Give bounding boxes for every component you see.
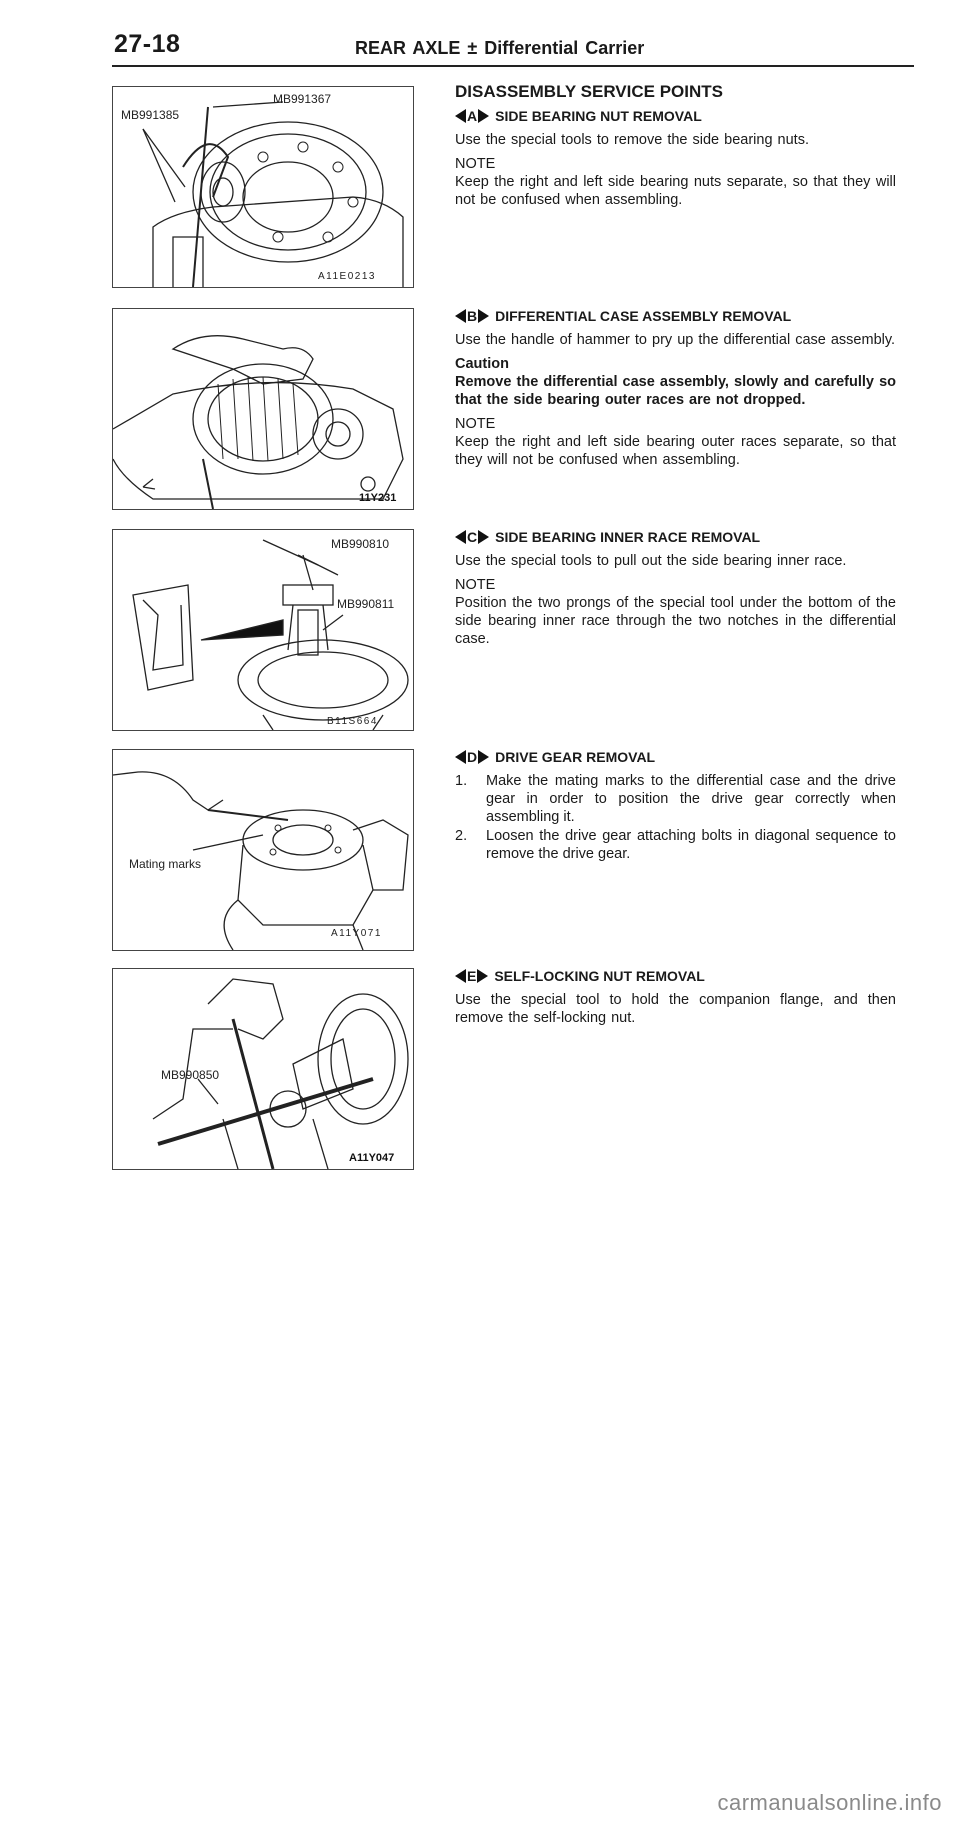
step-b-note: Keep the right and left side bearing outer races separate, so that they will not be confused when assembling. [455, 434, 896, 468]
figure-b-code: 11Y231 [359, 492, 397, 504]
section-step-c [455, 529, 896, 654]
step-a-note-label: NOTE [455, 156, 496, 172]
list-item-number: 2. [455, 828, 468, 844]
step-b-body: Use the handle of hammer to pry up the differential case assembly. [455, 332, 896, 348]
step-c-body: Use the special tools to pull out the side bearing inner race. [455, 553, 847, 569]
figure-c-label-1: MB990810 [331, 537, 390, 551]
figure-e-code: A11Y047 [349, 1152, 395, 1164]
list-item-text: Make the mating marks to the differential case and the drive gear in order to position the drive gear correctly when assembling it. [486, 773, 896, 825]
list-item [455, 827, 896, 863]
figure-a-label-1: MB991385 [121, 108, 180, 122]
figure-a-illustration [113, 87, 413, 287]
step-a-body: Use the special tools to remove the side bearing nuts. [455, 132, 809, 148]
step-c-note-label: NOTE [455, 577, 496, 593]
footer-watermark: carmanualsonline.info [717, 1790, 942, 1815]
triangle-left-icon [455, 750, 466, 764]
step-e-body: Use the special tool to hold the companion flange, and then remove the self-locking nut. [455, 992, 896, 1026]
triangle-right-icon [478, 750, 489, 764]
figure-c [112, 529, 414, 731]
triangle-right-icon [478, 530, 489, 544]
step-c-note: Position the two prongs of the special tool under the bottom of the side bearing inner race through the two notches in the differential case. [455, 595, 896, 647]
step-b-heading [455, 308, 896, 324]
step-a-heading [455, 108, 896, 124]
triangle-right-icon [478, 309, 489, 323]
list-item-number: 1. [455, 773, 468, 789]
figure-c-illustration [113, 530, 413, 730]
section-disassembly [455, 82, 896, 215]
triangle-left-icon [455, 309, 466, 323]
list-item-text: Loosen the drive gear attaching bolts in diagonal sequence to remove the drive gear. [486, 828, 896, 862]
step-b-caution: Remove the differential case assembly, slowly and carefully so that the side bearing outer races are not dropped. [455, 374, 896, 408]
figure-e-illustration [113, 969, 413, 1169]
figure-c-label-2: MB990811 [337, 597, 395, 611]
step-e-badge [455, 968, 488, 984]
step-e-heading [455, 968, 896, 984]
page-title: REAR AXLE ± Differential Carrier [355, 38, 645, 58]
step-e-title: SELF-LOCKING NUT REMOVAL [494, 968, 705, 984]
triangle-left-icon [455, 109, 466, 123]
figure-d-label-1: Mating marks [129, 857, 202, 871]
step-a-letter: A [467, 108, 478, 124]
step-b-caution-label: Caution [455, 356, 509, 372]
step-c-heading [455, 529, 896, 545]
figure-a [112, 86, 414, 288]
step-a-badge [455, 108, 489, 124]
section-step-e [455, 968, 896, 1033]
triangle-right-icon [477, 969, 488, 983]
step-b-note-label: NOTE [455, 416, 496, 432]
triangle-left-icon [455, 530, 466, 544]
step-c-title: SIDE BEARING INNER RACE REMOVAL [495, 529, 761, 545]
step-d-badge [455, 749, 489, 765]
figure-c-code: B11S664 [327, 716, 378, 727]
step-e-letter: E [467, 968, 477, 984]
figure-d-illustration [113, 750, 413, 950]
figure-e [112, 968, 414, 1170]
step-d-list [455, 772, 896, 863]
figure-a-label-2: MB991367 [273, 92, 332, 106]
header-divider [112, 65, 914, 67]
step-c-letter: C [467, 529, 478, 545]
figure-a-code: A11E0213 [318, 271, 376, 282]
triangle-right-icon [478, 109, 489, 123]
step-a-title: SIDE BEARING NUT REMOVAL [495, 108, 702, 124]
figure-e-label-1: MB990850 [161, 1068, 220, 1082]
step-b-letter: B [467, 308, 478, 324]
step-d-title: DRIVE GEAR REMOVAL [495, 749, 656, 765]
step-a-note: Keep the right and left side bearing nuts separate, so that they will not be confused when assembling. [455, 174, 896, 208]
figure-d [112, 749, 414, 951]
triangle-left-icon [455, 969, 466, 983]
list-item [455, 772, 896, 826]
step-c-badge [455, 529, 489, 545]
figure-b-illustration [113, 309, 413, 509]
page-number: 27-18 [114, 30, 181, 58]
section-step-d [455, 749, 896, 864]
step-d-heading [455, 749, 896, 765]
figure-b [112, 308, 414, 510]
section-title: DISASSEMBLY SERVICE POINTS [455, 82, 723, 101]
step-b-badge [455, 308, 489, 324]
step-b-title: DIFFERENTIAL CASE ASSEMBLY REMOVAL [495, 308, 792, 324]
step-d-letter: D [467, 749, 478, 765]
section-step-b [455, 308, 896, 475]
figure-d-code: A11Y071 [331, 928, 382, 939]
